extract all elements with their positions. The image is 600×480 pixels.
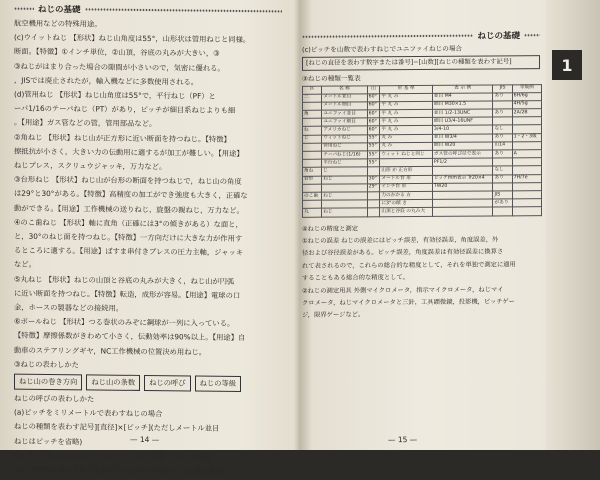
text-line: (d)管用ねじ 【形状】ねじ山角度は55°で，平行ねじ（PF）と bbox=[14, 89, 216, 101]
table-header-cell: 等級例 bbox=[512, 84, 541, 92]
table-cell: 平 丸 み bbox=[380, 126, 433, 135]
table-cell: ね bbox=[303, 127, 322, 135]
header-dots bbox=[524, 33, 540, 37]
table-cell bbox=[367, 200, 380, 208]
table-cell: 平 丸 み bbox=[380, 109, 433, 118]
text-line: ④のこ歯ねじ 【形状】軸に直角（正確には3°の傾きがある）な面と， bbox=[14, 217, 243, 229]
table-cell: 6H/6g bbox=[512, 92, 541, 100]
table-cell: 4H/5g bbox=[512, 101, 541, 109]
text-line: と，30°のねじ面を持つねじ。【特徴】一方向だけに大きな力が作用す bbox=[14, 231, 243, 244]
table-cell: 管用ねじ bbox=[322, 143, 367, 152]
table-header-cell: 表 示 例 bbox=[432, 84, 493, 93]
header-dots bbox=[14, 7, 34, 11]
table-cell: 60° bbox=[367, 110, 380, 118]
left-header-title: ねじの基礎 bbox=[38, 4, 81, 16]
table-cell bbox=[303, 159, 322, 167]
table-cell bbox=[493, 101, 512, 109]
table-cell: ウィット ねじと同じ bbox=[380, 150, 433, 159]
left-page bbox=[0, 0, 290, 476]
text-line: (b)ピッチを山数で表わす(ユニファイねじを除く)ねじの場合 bbox=[14, 450, 213, 462]
text-line: 擦抵抗が小さく，大きい力の伝動用に適するが加工が難しい。【用途】 bbox=[14, 146, 244, 158]
header-dots bbox=[302, 34, 473, 39]
table-cell: メートル台 形 bbox=[380, 175, 433, 184]
text-line: ねじの種類を表わす記号][直径]×[ピッチ](ただしメートル並目 bbox=[14, 422, 220, 434]
table-cell: 55° bbox=[367, 159, 380, 167]
table-cell: あり bbox=[493, 150, 512, 158]
text-line: ねじはピッチを省略) bbox=[14, 436, 83, 447]
table-cell: ねじ bbox=[322, 175, 367, 184]
text-line: クロメータ，ねじマイクロメータと三針，工具顕微鏡，投影機，ピッチゲー bbox=[302, 298, 515, 307]
text-line: 。【用途】ガス管などの管，管用部品など。 bbox=[14, 118, 157, 129]
left-page-number: — 14 — bbox=[130, 434, 160, 445]
table-cell: ウィットねじ bbox=[322, 134, 367, 143]
table-cell: ガス管の呼び径で表示 bbox=[432, 150, 493, 159]
text-line: 動ができる。【用途】工作機械の送りねじ，旋盤の親ねじ，万力など。 bbox=[14, 203, 244, 215]
table-cell: 丸 み bbox=[380, 134, 433, 143]
text-line: ②ねじの測定用具 外側マイクロメータ，指示マイクロメータ，ねじマイ bbox=[302, 285, 504, 295]
text-line: ③ねじがはまり合った場合の隙間が小さいので，気密に優れる。 bbox=[14, 61, 225, 73]
table-cell: 力のかかる 方 bbox=[380, 191, 433, 200]
table-cell: 丸 み bbox=[380, 142, 433, 151]
table-cell: 並目 W3/4 bbox=[432, 134, 493, 143]
table-cell bbox=[493, 158, 512, 166]
text-line: は29°と30°がある。【特徴】高精度の加工ができ強度も大きく，正確な bbox=[14, 189, 248, 201]
thread-types-table bbox=[302, 84, 542, 218]
box-winding: ねじ山の巻き方向 bbox=[14, 374, 82, 391]
table-cell bbox=[512, 166, 541, 174]
table-cell: のこ歯 bbox=[303, 192, 322, 200]
table-cell: 並目 M4 bbox=[432, 93, 493, 102]
table-cell: メートル細目 bbox=[322, 102, 367, 111]
chapter-tab: 1 bbox=[552, 50, 582, 80]
right-body bbox=[302, 222, 540, 323]
text-line: ーパ1/16のテーパねじ（PT）があり，ピッチが細目系ねじよりも細 bbox=[14, 103, 236, 116]
table-cell: メートル並目 bbox=[322, 94, 367, 103]
table-cell: 55° bbox=[367, 143, 380, 151]
table-cell: 山14 bbox=[493, 142, 512, 150]
table-cell bbox=[367, 192, 380, 200]
table-cell: に3°の傾 き bbox=[380, 200, 433, 209]
table-cell: 29° bbox=[367, 184, 380, 192]
table-cell: 60° bbox=[367, 93, 380, 101]
table-cell: 平行ねじ bbox=[322, 159, 367, 168]
table-cell: TW20 bbox=[432, 183, 493, 192]
table-cell: 角ね bbox=[303, 168, 322, 176]
table-cell: A bbox=[512, 150, 541, 158]
right-page bbox=[296, 0, 544, 451]
notation-boxes bbox=[14, 374, 282, 393]
table-cell: 丸 bbox=[303, 208, 322, 216]
table-cell: 60° bbox=[367, 126, 380, 134]
table-cell: 60° bbox=[367, 118, 380, 126]
table-cell: ねじ bbox=[322, 208, 367, 217]
box-nominal: ねじの呼び bbox=[144, 375, 190, 391]
table-cell: なし bbox=[493, 166, 512, 174]
table-cell: 細目 W20 bbox=[432, 142, 493, 151]
table-cell bbox=[303, 102, 322, 110]
table-header-cell: 山 bbox=[367, 85, 380, 93]
text-line: ⑤丸ねじ 【形状】ねじの山頂と谷底の丸みが大きく，ねじ山が円弧 bbox=[14, 274, 235, 286]
table-cell: JIS bbox=[493, 191, 512, 199]
subsection-title: ③ねじの表わしかた bbox=[14, 359, 79, 370]
table-cell bbox=[303, 151, 322, 159]
table-cell: あり bbox=[493, 93, 512, 101]
text-line: することもある総合的な精度として。 bbox=[302, 274, 409, 282]
table-cell: あり bbox=[493, 174, 512, 182]
table-cell: あり bbox=[493, 133, 512, 141]
table-cell bbox=[303, 184, 322, 192]
table-cell: 並目 1/2-13UNC bbox=[432, 109, 493, 118]
table-cell: 55° bbox=[367, 134, 380, 142]
table-cell bbox=[512, 182, 541, 190]
text-line: など。 bbox=[14, 260, 36, 270]
table-cell: PF1/2 bbox=[432, 158, 493, 167]
text-line: ③台形ねじ 【形状】ねじ山が台形の断面を持つねじで，ねじ山の角度 bbox=[14, 174, 242, 187]
table-cell bbox=[512, 117, 541, 125]
text-line: 金，ホースの製器などの接続用。 bbox=[14, 302, 124, 313]
table-cell: あり bbox=[493, 109, 512, 117]
text-line: 径および谷径誤差がある。ピッチ誤差，角度誤差は有効径誤差に換算さ bbox=[302, 248, 504, 258]
table-cell bbox=[367, 167, 380, 175]
table-cell bbox=[512, 141, 541, 149]
text-line: ②角ねじ 【形状】ねじ山が正方形に近い断面を持つねじ。【特徴】 bbox=[14, 132, 231, 144]
table-header-cell: 区 bbox=[303, 86, 322, 94]
table-cell: 30° bbox=[367, 175, 380, 183]
table-cell: 7H/7e bbox=[512, 174, 541, 182]
table-cell bbox=[303, 200, 322, 208]
text-line: (a)ピッチをミリメートルで表わすねじの場合 bbox=[14, 407, 163, 419]
left-body bbox=[14, 17, 282, 361]
table-cell: があり bbox=[493, 199, 512, 207]
table-cell: テーパねじ(1/16) bbox=[322, 151, 367, 160]
table-cell: 三 bbox=[303, 94, 322, 102]
text-line: ねじの種類を表わす記号][直径][山[山数](管用ねじは山数を省略 bbox=[14, 464, 224, 476]
table-row bbox=[303, 207, 542, 217]
table-cell: 平 丸 み bbox=[380, 101, 433, 110]
text-line: れて表されるので，これらの総合的な精度として，それを単独で測定に適用 bbox=[302, 261, 516, 270]
box-threads: ねじ山の条数 bbox=[86, 374, 140, 391]
text-line: るところに適する。【用途】ばすま串付きプレスの圧力主軸，ジャッキ bbox=[14, 245, 244, 258]
table-cell: 山形 が 正方形 bbox=[380, 167, 433, 176]
table-cell: 60° bbox=[367, 102, 380, 110]
table-cell bbox=[512, 125, 541, 133]
left-header bbox=[14, 3, 282, 18]
table-header-cell: JIS bbox=[493, 84, 512, 92]
right-page-number: — 15 — bbox=[388, 435, 418, 445]
table-cell bbox=[493, 117, 512, 125]
table-cell bbox=[322, 184, 367, 193]
text-line: ，JISでは廃止されたが，輸入機などに多数使用される。 bbox=[14, 75, 199, 87]
text-line: (c)ウイットねじ 【形状】ねじ山角度は55°，山形状は管用ねじと同様。 bbox=[14, 32, 251, 45]
table-cell: 3/4-10 bbox=[432, 125, 493, 134]
right-header bbox=[302, 29, 540, 43]
table-title: ③ねじの種類一覧表 bbox=[302, 73, 361, 83]
table-header-cell: 名 称 bbox=[322, 85, 367, 94]
table-cell: 1・2・3級 bbox=[512, 133, 541, 141]
text-line: 【特徴】摩擦係数がきわめて小さく，伝動効率は90%以上。【用途】自 bbox=[14, 331, 246, 343]
table-cell: 山頂と谷底 の丸み大 bbox=[380, 208, 433, 217]
table-cell: 平 丸 み bbox=[380, 118, 433, 127]
table-cell: ピッチmm表示 Tr20×4 bbox=[432, 175, 493, 184]
table-cell bbox=[512, 191, 541, 199]
text-line: に近い断面を持つねじ。【特徴】転造，成形が容易。【用途】電球の口 bbox=[14, 288, 241, 300]
right-header-title: ねじの基礎 bbox=[477, 31, 520, 42]
text-line: ④ねじの精度と測定 bbox=[302, 224, 359, 233]
table-cell: 平 丸 み bbox=[380, 93, 433, 102]
intro-box: [ねじの直径を表わす数字または番号]−[山数][ねじの種類を表わす記号] bbox=[302, 55, 540, 70]
table-cell bbox=[322, 200, 367, 209]
table-header-cell: 形 基 準 bbox=[380, 85, 433, 94]
text-line: 断面。【特徴】①インチ単位，②山頂，谷底の丸みが大きい，③ bbox=[14, 47, 220, 59]
table-cell: なし bbox=[493, 125, 512, 133]
table-cell: じ bbox=[303, 135, 322, 143]
text-line: 動車のステアリングギヤ，NC工作機械の位置決め用ねじ。 bbox=[14, 345, 207, 357]
text-line: ①ねじの誤差 ねじの誤差にはピッチ誤差，有効径誤差，角度誤差，外 bbox=[302, 236, 499, 245]
table-cell: 台形 bbox=[303, 176, 322, 184]
table-cell: アメリカねじ bbox=[322, 126, 367, 135]
text-line: ジ，限界ゲージなど。 bbox=[302, 311, 365, 320]
table-cell bbox=[512, 158, 541, 166]
table-cell: インチ台 形 bbox=[380, 183, 433, 192]
text-line: 航空機用などの特殊用途。 bbox=[14, 18, 102, 29]
table-cell bbox=[303, 118, 322, 126]
table-cell: ユニファイ細目 bbox=[322, 118, 367, 127]
table-cell: ねじ bbox=[322, 192, 367, 201]
table-cell: 細目 U3/4-16UNF bbox=[432, 117, 493, 126]
text-line: ねじプレス，スクリュウジャッキ，万力など。 bbox=[14, 160, 167, 172]
table-cell: じ bbox=[322, 167, 367, 176]
text-line: ねじの呼びの表わしかた bbox=[14, 393, 95, 404]
table-cell: 細目 M30×1.5 bbox=[432, 101, 493, 110]
table-cell: 角 bbox=[303, 110, 322, 118]
table-cell: ユニファイ並目 bbox=[322, 110, 367, 119]
table-cell bbox=[512, 199, 541, 207]
intro-line: (c)ピッチを山数で表わすねじでユニファイねじの場合 bbox=[302, 44, 463, 54]
table-cell bbox=[512, 207, 541, 215]
table-cell bbox=[303, 143, 322, 151]
table-cell bbox=[493, 183, 512, 191]
table-cell: 55° bbox=[367, 151, 380, 159]
table-cell: 2A/2B bbox=[512, 109, 541, 117]
table-cell bbox=[432, 207, 493, 216]
header-dots bbox=[85, 7, 282, 13]
table-cell bbox=[367, 208, 380, 216]
table-cell bbox=[493, 207, 512, 215]
box-grade: ねじの等級 bbox=[195, 376, 241, 392]
text-line: ⑥ボールねじ 【形状】つる巻状のみぞに鋼球が一列に入っている。 bbox=[14, 316, 235, 329]
